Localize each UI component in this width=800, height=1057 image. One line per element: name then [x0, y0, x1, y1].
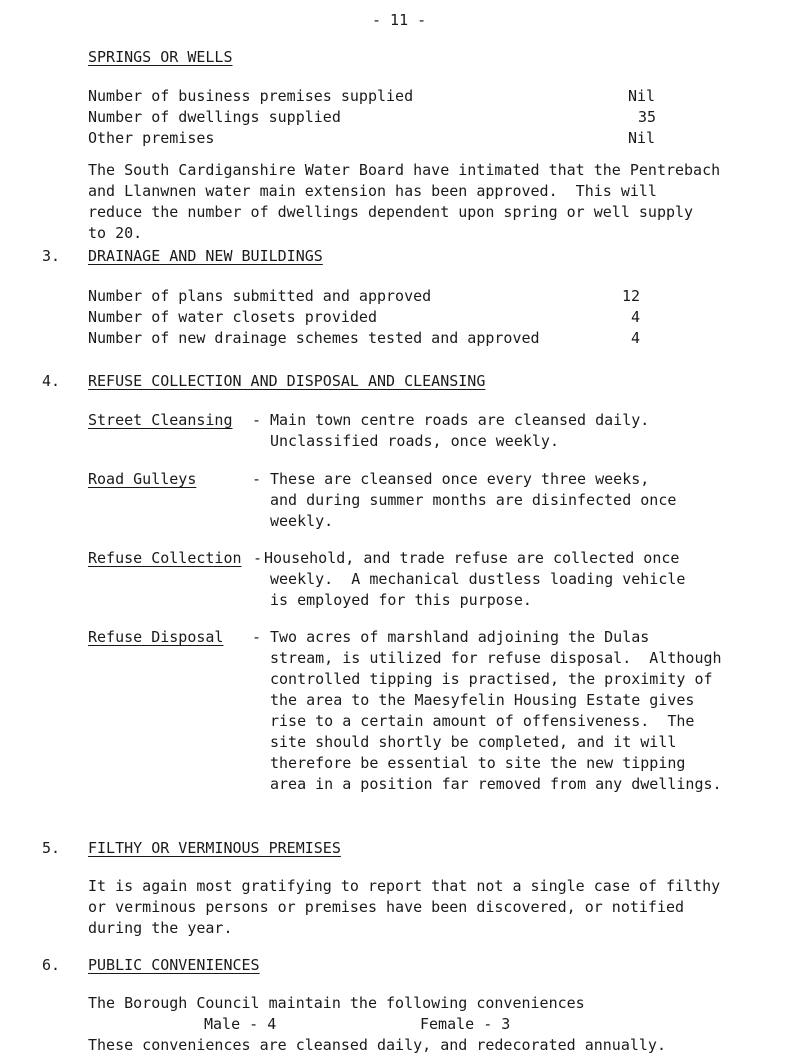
text-line: Household, and trade refuse are collected once: [264, 549, 680, 567]
text-line: the area to the Maesyfelin Housing Estate gives: [270, 691, 695, 709]
drainage-row-label: Number of new drainage schemes tested and approved: [88, 329, 540, 347]
road-gulleys-text: [270, 469, 790, 532]
text-line: stream, is utilized for refuse disposal. Although: [270, 649, 722, 667]
road-gulleys-term: Road Gulleys: [88, 470, 197, 488]
text-line: Two acres of marshland adjoining the Dulas: [270, 628, 650, 646]
text-line: therefore be essential to site the new tipping: [270, 754, 686, 772]
section-heading: FILTHY OR VERMINOUS PREMISES: [88, 839, 341, 857]
text-line: controlled tipping is practised, the proximity of: [270, 670, 713, 688]
term-dash: -: [252, 411, 262, 429]
section-number: 4.: [42, 372, 61, 390]
conveniences-intro: The Borough Council maintain the following conveniences: [88, 994, 585, 1012]
street-cleansing-term: Street Cleansing: [88, 411, 233, 429]
springs-row-value: 35: [638, 108, 657, 126]
text-line: is employed for this purpose.: [270, 591, 532, 609]
springs-paragraph: [88, 160, 788, 244]
section-number: 5.: [42, 839, 61, 857]
term-dash: -: [252, 470, 262, 488]
drainage-row-label: Number of water closets provided: [88, 308, 377, 326]
filthy-premises-text: [88, 876, 793, 939]
springs-row-label: Other premises: [88, 129, 215, 147]
section-heading: DRAINAGE AND NEW BUILDINGS: [88, 247, 323, 265]
text-line: Main town centre roads are cleansed daily.: [270, 411, 650, 429]
refuse-collection-text: [264, 548, 790, 611]
conveniences-closing: These conveniences are cleansed daily, and redecorated annually.: [88, 1036, 666, 1054]
springs-heading: SPRINGS OR WELLS: [88, 48, 233, 66]
section-heading: PUBLIC CONVENIENCES: [88, 956, 260, 974]
text-line: weekly.: [270, 512, 334, 530]
refuse-disposal-text: [270, 627, 790, 795]
text-line: and during summer months are disinfected once: [270, 491, 677, 509]
term-dash: -: [253, 549, 263, 567]
text-line: weekly. A mechanical dustless loading vehicle: [270, 570, 686, 588]
female-count: Female - 3: [420, 1015, 511, 1033]
male-count: Male - 4: [204, 1015, 277, 1033]
text-line: rise to a certain amount of offensiveness. The: [270, 712, 695, 730]
paragraph-line: to 20.: [88, 224, 143, 242]
section-number: 6.: [42, 956, 61, 974]
drainage-row-value: 4: [630, 308, 640, 326]
drainage-row-value: 12: [621, 287, 640, 305]
section-heading: REFUSE COLLECTION AND DISPOSAL AND CLEANSING: [88, 372, 486, 390]
refuse-disposal-term: Refuse Disposal: [88, 628, 224, 646]
drainage-row-label: Number of plans submitted and approved: [88, 287, 432, 305]
page-number: - 11 -: [372, 11, 427, 29]
text-line: It is again most gratifying to report that not a single case of filthy: [88, 877, 721, 895]
text-line: during the year.: [88, 919, 233, 937]
springs-row-label: Number of business premises supplied: [88, 87, 414, 105]
springs-row-value: Nil: [628, 87, 656, 105]
text-line: Unclassified roads, once weekly.: [270, 432, 559, 450]
paragraph-line: and Llanwnen water main extension has been approved. This will: [88, 182, 657, 200]
section-number: 3.: [42, 247, 61, 265]
text-line: These are cleansed once every three weeks,: [270, 470, 650, 488]
text-line: site should shortly be completed, and it will: [270, 733, 677, 751]
paragraph-line: reduce the number of dwellings dependent upon spring or well supply: [88, 203, 694, 221]
street-cleansing-text: [270, 410, 790, 452]
paragraph-line: The South Cardiganshire Water Board have intimated that the Pentrebach: [88, 161, 721, 179]
text-line: or verminous persons or premises have been discovered, or notified: [88, 898, 685, 916]
term-dash: -: [252, 628, 262, 646]
refuse-collection-term: Refuse Collection: [88, 549, 242, 567]
drainage-row-value: 4: [630, 329, 640, 347]
text-line: area in a position far removed from any dwellings.: [270, 775, 722, 793]
springs-row-value: Nil: [628, 129, 656, 147]
springs-row-label: Number of dwellings supplied: [88, 108, 341, 126]
